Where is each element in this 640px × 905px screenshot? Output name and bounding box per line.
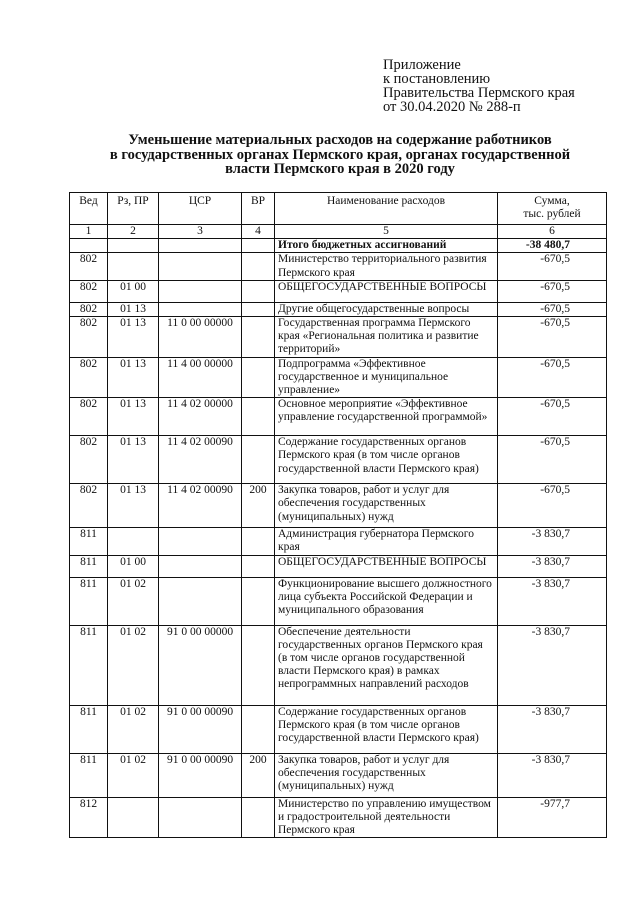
vr-cell	[242, 577, 275, 625]
header-row	[70, 193, 607, 225]
total-sum: -38 480,7	[498, 239, 607, 253]
sum-cell: -3 830,7	[498, 705, 607, 753]
rz-pr-cell	[108, 253, 159, 280]
col-number: 3	[159, 225, 242, 239]
vr-cell: 200	[242, 753, 275, 797]
table-row	[70, 625, 607, 705]
vr-cell	[242, 398, 275, 436]
header-csr: ЦСР	[159, 193, 242, 225]
expense-name-cell: Подпрограмма «Эффективное государственное и муниципальное управление»	[275, 357, 498, 398]
expense-name-cell: Министерство территориального развития Пермского края	[275, 253, 498, 280]
table-row	[70, 357, 607, 398]
vr-cell	[242, 436, 275, 484]
appendix-line: от 30.04.2020 № 288-п	[383, 99, 521, 115]
column-number-row	[70, 225, 607, 239]
col-number: 4	[242, 225, 275, 239]
ved-cell: 802	[70, 253, 108, 280]
expense-name-cell: ОБЩЕГОСУДАРСТВЕННЫЕ ВОПРОСЫ	[275, 555, 498, 577]
csr-cell: 11 4 00 00000	[159, 357, 242, 398]
csr-cell: 91 0 00 00000	[159, 625, 242, 705]
rz-pr-cell: 01 13	[108, 302, 159, 316]
title-line: Уменьшение материальных расходов на содержание работников	[128, 132, 552, 148]
expense-name-cell: Основное мероприятие «Эффективное управление государственной программой»	[275, 398, 498, 436]
table-row	[70, 436, 607, 484]
table-row	[70, 797, 607, 838]
rz-pr-cell: 01 02	[108, 753, 159, 797]
title-line: в государственных органах Пермского края, органах государственной	[109, 146, 571, 163]
appendix-line: Правительства Пермского края	[383, 85, 575, 101]
expense-name-cell: Государственная программа Пермского края «Региональная политика и развитие территорий»	[275, 317, 498, 358]
sum-cell: -670,5	[498, 280, 607, 302]
sum-cell: -670,5	[498, 398, 607, 436]
vr-cell: 200	[242, 484, 275, 528]
ved-cell: 811	[70, 625, 108, 705]
vr-cell	[242, 555, 275, 577]
sum-cell: -670,5	[498, 253, 607, 280]
csr-cell	[159, 577, 242, 625]
appendix-block	[383, 58, 575, 114]
csr-cell	[159, 528, 242, 555]
expense-name-cell: Администрация губернатора Пермского края	[275, 528, 498, 555]
csr-cell: 11 0 00 00000	[159, 317, 242, 358]
appendix-line: к постановлению	[383, 71, 491, 87]
ved-cell: 812	[70, 797, 108, 838]
sum-cell: -3 830,7	[498, 555, 607, 577]
table-row	[70, 528, 607, 555]
rz-pr-cell: 01 13	[108, 317, 159, 358]
table-row	[70, 317, 607, 358]
vr-cell	[242, 797, 275, 838]
col-number: 5	[275, 225, 498, 239]
ved-cell: 802	[70, 302, 108, 316]
csr-cell: 11 4 02 00000	[159, 398, 242, 436]
header-sum-line: тыс. рублей	[523, 208, 581, 221]
csr-cell: 11 4 02 00090	[159, 436, 242, 484]
rz-pr-cell: 01 02	[108, 577, 159, 625]
table-row	[70, 253, 607, 280]
expense-name-cell: Закупка товаров, работ и услуг для обеспечения государственных (муниципальных) нужд	[275, 753, 498, 797]
sum-cell: -670,5	[498, 302, 607, 316]
ved-cell: 811	[70, 753, 108, 797]
csr-cell	[159, 280, 242, 302]
table-row	[70, 753, 607, 797]
vr-cell	[242, 317, 275, 358]
expenses-table	[69, 192, 607, 838]
rz-pr-cell: 01 02	[108, 705, 159, 753]
table-row	[70, 555, 607, 577]
table-row	[70, 302, 607, 316]
vr-cell	[242, 625, 275, 705]
ved-cell: 802	[70, 280, 108, 302]
table-row	[70, 484, 607, 528]
table-row	[70, 577, 607, 625]
sum-cell: -670,5	[498, 436, 607, 484]
rz-pr-cell	[108, 797, 159, 838]
vr-cell	[242, 705, 275, 753]
rz-pr-cell: 01 13	[108, 398, 159, 436]
csr-cell: 11 4 02 00090	[159, 484, 242, 528]
csr-cell	[159, 302, 242, 316]
expense-name-cell: Обеспечение деятельности государственных органов Пермского края (в том числе органов государственной власти Пермского края) в рамках непрограммных направлений расходов	[275, 625, 498, 705]
expense-name-cell: Министерство по управлению имуществом и градостроительной деятельности Пермского края	[275, 797, 498, 838]
header-vr: ВР	[242, 193, 275, 225]
sum-cell: -670,5	[498, 357, 607, 398]
expense-name-cell: Содержание государственных органов Пермского края (в том числе органов государственной власти Пермского края)	[275, 705, 498, 753]
csr-cell	[159, 555, 242, 577]
header-rz-pr: Рз, ПР	[108, 193, 159, 225]
expense-name-cell: ОБЩЕГОСУДАРСТВЕННЫЕ ВОПРОСЫ	[275, 280, 498, 302]
table-row	[70, 280, 607, 302]
document-title	[80, 133, 600, 177]
csr-cell: 91 0 00 00090	[159, 753, 242, 797]
total-label: Итого бюджетных ассигнований	[275, 239, 498, 253]
ved-cell: 811	[70, 705, 108, 753]
header-sum-line: Сумма,	[534, 195, 570, 207]
sum-cell: -3 830,7	[498, 577, 607, 625]
rz-pr-cell: 01 13	[108, 484, 159, 528]
sum-cell: -3 830,7	[498, 625, 607, 705]
table-row	[70, 398, 607, 436]
rz-pr-cell: 01 00	[108, 555, 159, 577]
header-sum	[498, 193, 607, 225]
ved-cell: 802	[70, 398, 108, 436]
ved-cell: 811	[70, 577, 108, 625]
rz-pr-cell: 01 02	[108, 625, 159, 705]
ved-cell: 802	[70, 357, 108, 398]
csr-cell	[159, 797, 242, 838]
header-name: Наименование расходов	[275, 193, 498, 225]
col-number: 1	[70, 225, 108, 239]
title-line: власти Пермского края в 2020 году	[225, 161, 455, 177]
rz-pr-cell: 01 00	[108, 280, 159, 302]
sum-cell: -670,5	[498, 317, 607, 358]
vr-cell	[242, 357, 275, 398]
expense-name-cell: Функционирование высшего должностного лица субъекта Российской Федерации и муниципального образования	[275, 577, 498, 625]
vr-cell	[242, 280, 275, 302]
ved-cell: 811	[70, 555, 108, 577]
sum-cell: -670,5	[498, 484, 607, 528]
csr-cell: 91 0 00 00090	[159, 705, 242, 753]
expense-name-cell: Содержание государственных органов Пермского края (в том числе органов государственной власти Пермского края)	[275, 436, 498, 484]
ved-cell: 811	[70, 528, 108, 555]
rz-pr-cell	[108, 528, 159, 555]
expense-name-cell: Закупка товаров, работ и услуг для обеспечения государственных (муниципальных) нужд	[275, 484, 498, 528]
col-number: 6	[498, 225, 607, 239]
vr-cell	[242, 253, 275, 280]
ved-cell: 802	[70, 317, 108, 358]
rz-pr-cell: 01 13	[108, 357, 159, 398]
vr-cell	[242, 528, 275, 555]
total-row	[70, 239, 607, 253]
sum-cell: -3 830,7	[498, 528, 607, 555]
appendix-line: Приложение	[383, 57, 461, 73]
col-number: 2	[108, 225, 159, 239]
table-row	[70, 705, 607, 753]
expense-name-cell: Другие общегосударственные вопросы	[275, 302, 498, 316]
sum-cell: -977,7	[498, 797, 607, 838]
header-ved: Вед	[70, 193, 108, 225]
ved-cell: 802	[70, 436, 108, 484]
rz-pr-cell: 01 13	[108, 436, 159, 484]
ved-cell: 802	[70, 484, 108, 528]
vr-cell	[242, 302, 275, 316]
csr-cell	[159, 253, 242, 280]
sum-cell: -3 830,7	[498, 753, 607, 797]
